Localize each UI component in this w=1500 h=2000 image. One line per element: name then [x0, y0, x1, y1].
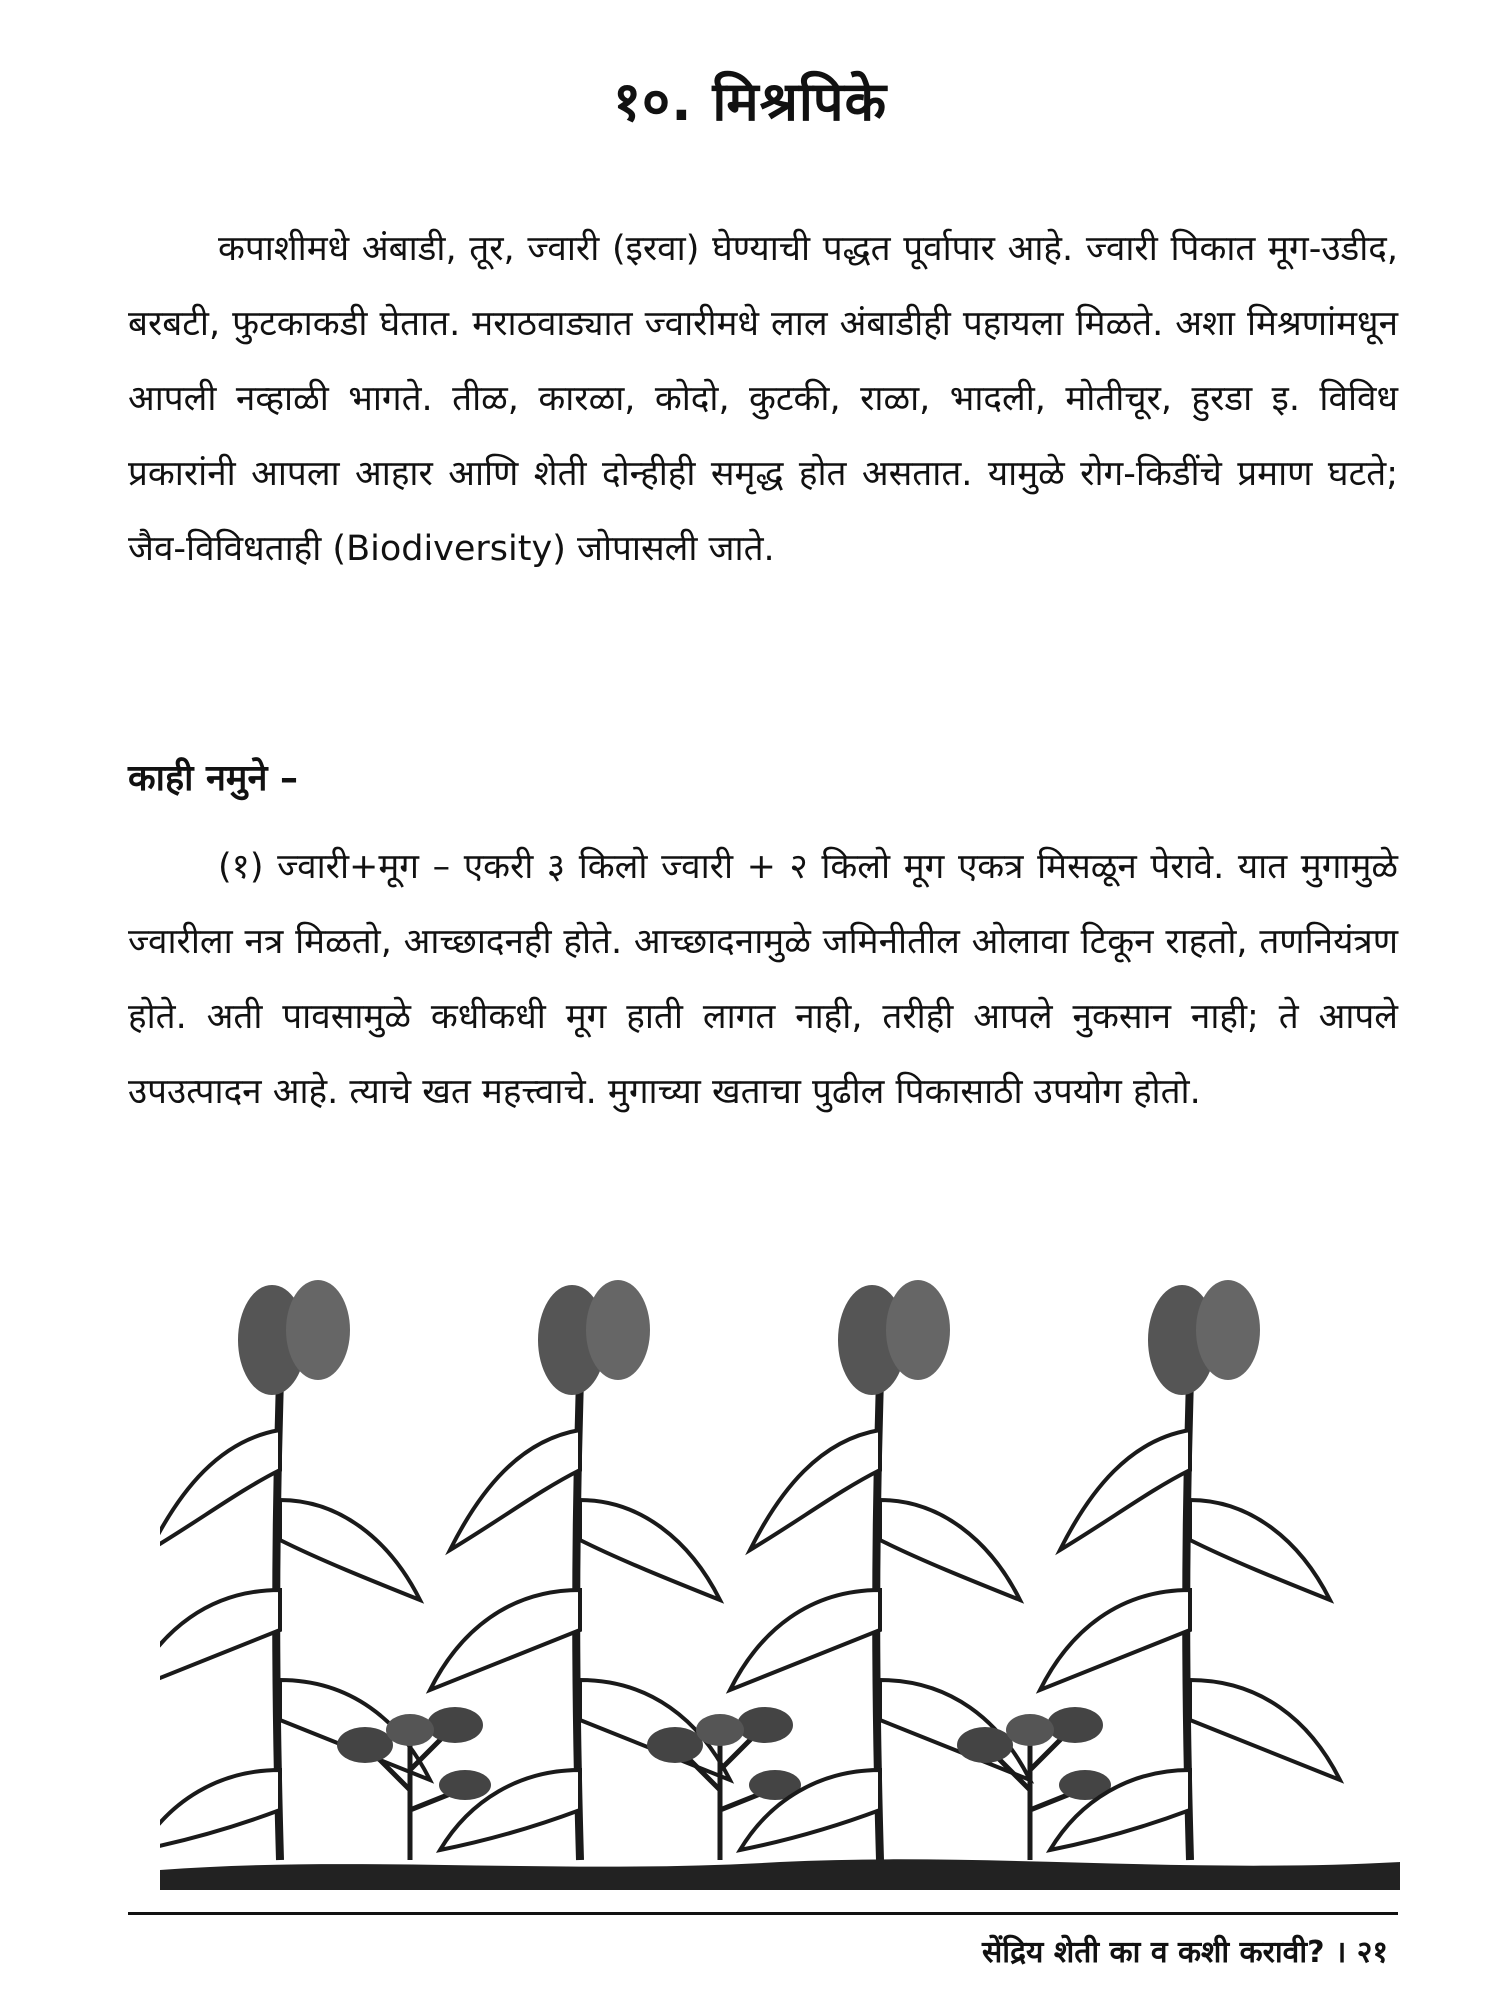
page-footer: सेंद्रिय शेती का व कशी करावी? । २१ — [982, 1935, 1388, 1970]
ground-line — [160, 1859, 1400, 1890]
example-1-paragraph: (१) ज्वारी+मूग – एकरी ३ किलो ज्वारी + २ किलो मूग एकत्र मिसळून पेरावे. यात मुगामुळे ज्वारीला नत्र मिळतो, आच्छादनही होते. आच्छादनामुळे जमिनीतील ओलावा टिकून राहतो, तणनियंत्रण होते. अती पावसामुळे कधीकधी मूग हाती लागत नाही, तरीही आपले नुकसान नाही; ते आपले उपउत्पादन आहे. त्याचे खत महत्त्वाचे. मुगाच्या खताचा पुढील पिकासाठी उपयोग होतो. — [128, 847, 1398, 1112]
intercrop-illustration — [160, 1270, 1400, 1890]
page-title: १०. मिश्रपिके — [612, 70, 888, 133]
examples-heading: काही नमुने – — [128, 758, 298, 799]
footer-rule — [128, 1912, 1398, 1915]
intro-paragraph: कपाशीमधे अंबाडी, तूर, ज्वारी (इरवा) घेण्याची पद्धत पूर्वापार आहे. ज्वारी पिकात मूग-उडीद, बरबटी, फुटकाकडी घेतात. मराठवाड्यात ज्वारीमधे लाल अंबाडीही पहायला मिळते. अशा मिश्रणांमधून आपली नव्हाळी भागते. तीळ, कारळा, कोदो, कुटकी, राळा, भादली, मोतीचूर, हुरडा इ. विविध प्रकारांनी आपला आहार आणि शेती दोन्हीही समृद्ध होत असतात. यामुळे रोग-किडींचे प्रमाण घटते; जैव-विविधताही (Biodiversity) जोपासली जाते. — [128, 229, 1398, 569]
